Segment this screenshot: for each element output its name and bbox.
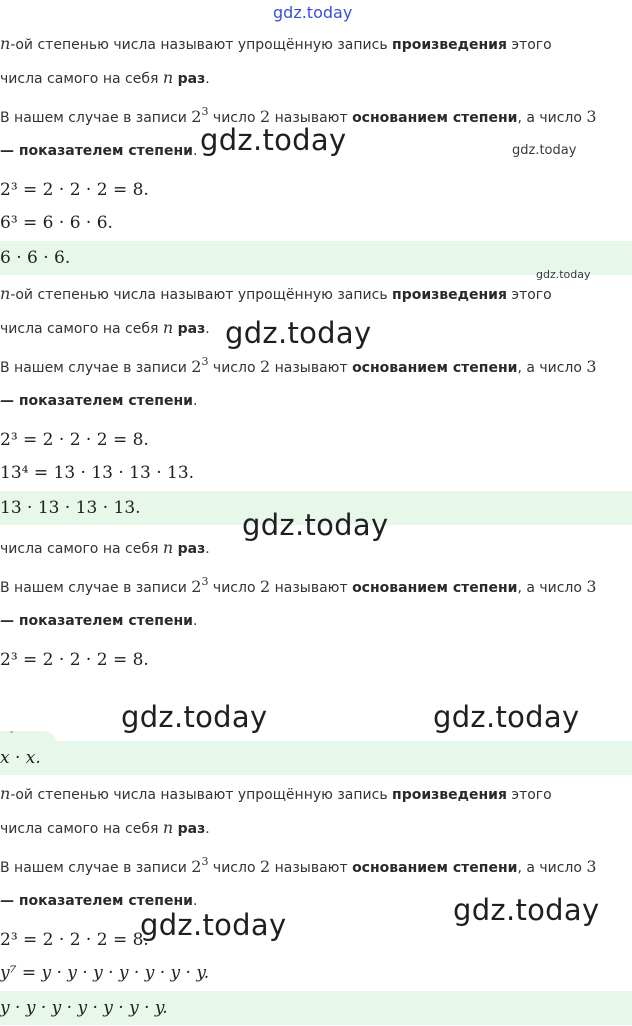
answer-formula: y · y · y · y · y · y · y. — [0, 998, 168, 1018]
exponent-line: — показателем степени. — [0, 893, 198, 909]
definition-line: n-ой степенью числа называют упрощённую запись произведения этого — [0, 284, 552, 303]
expression-formula: 13⁴ = 13 · 13 · 13 · 13. — [0, 463, 195, 483]
case-line: В нашем случае в записи $2^3$ число 2 называют основанием степени, а число 3 — [0, 575, 597, 596]
definition-line-2: числа самого на себя n раз. — [0, 818, 210, 837]
answer-box — [0, 741, 632, 775]
exponent-line: — показателем степени. — [0, 143, 198, 159]
answer-box — [0, 991, 632, 1025]
answer-tab: - — [0, 731, 56, 743]
watermark: gdz.today — [433, 700, 580, 734]
top-watermark: gdz.today — [273, 3, 353, 22]
watermark-small: gdz.today — [536, 268, 591, 281]
answer-formula: x · x. — [0, 748, 41, 768]
expression-formula: y⁷ = y · y · y · y · y · y · y. — [0, 963, 210, 983]
watermark: gdz.today — [225, 316, 372, 350]
expression-formula: 6³ = 6 · 6 · 6. — [0, 213, 113, 233]
watermark: gdz.today — [453, 893, 600, 927]
watermark-small: gdz.today — [512, 143, 577, 158]
example-formula: 2³ = 2 · 2 · 2 = 8. — [0, 930, 149, 950]
example-formula: 2³ = 2 · 2 · 2 = 8. — [0, 650, 149, 670]
watermark: gdz.today — [242, 508, 389, 542]
watermark: gdz.today — [200, 123, 347, 157]
definition-line-2: числа самого на себя n раз. — [0, 538, 210, 557]
watermark: gdz.today — [121, 700, 268, 734]
definition-line-2: числа самого на себя n раз. — [0, 68, 210, 87]
definition-line: n-ой степенью числа называют упрощённую запись произведения этого — [0, 784, 552, 803]
case-line: В нашем случае в записи $2^3$ число 2 называют основанием степени, а число 3 — [0, 105, 597, 126]
answer-formula: 13 · 13 · 13 · 13. — [0, 498, 141, 518]
definition-line: n-ой степенью числа называют упрощённую запись произведения этого — [0, 34, 552, 53]
exponent-line: — показателем степени. — [0, 393, 198, 409]
case-line: В нашем случае в записи $2^3$ число 2 называют основанием степени, а число 3 — [0, 355, 597, 376]
definition-line-2: числа самого на себя n раз. — [0, 318, 210, 337]
answer-formula: 6 · 6 · 6. — [0, 248, 71, 268]
example-formula: 2³ = 2 · 2 · 2 = 8. — [0, 180, 149, 200]
example-formula: 2³ = 2 · 2 · 2 = 8. — [0, 430, 149, 450]
case-line: В нашем случае в записи $2^3$ число 2 называют основанием степени, а число 3 — [0, 855, 597, 876]
exponent-line: — показателем степени. — [0, 613, 198, 629]
watermark: gdz.today — [140, 908, 287, 942]
